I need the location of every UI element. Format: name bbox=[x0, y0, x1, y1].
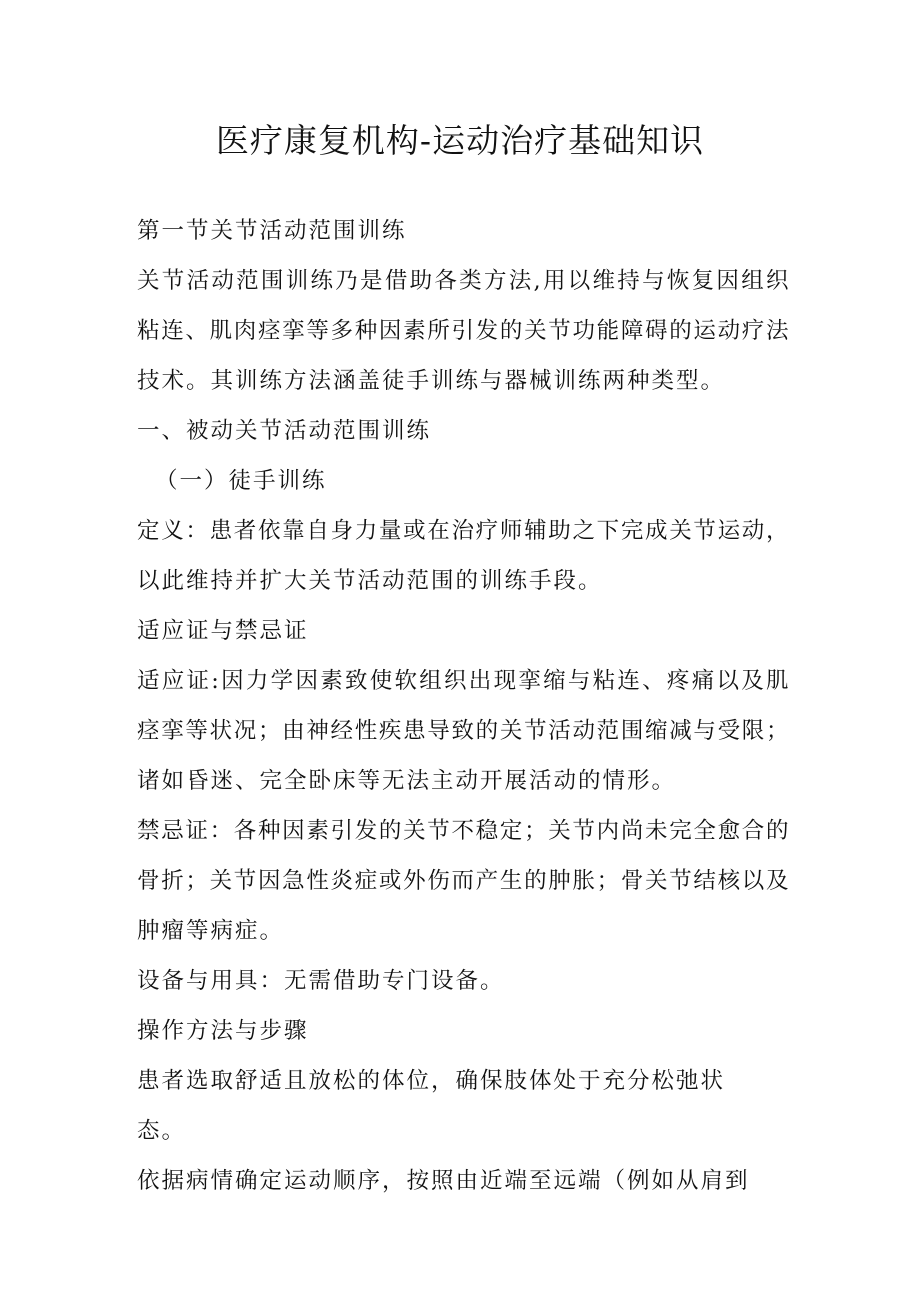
subsection-heading: 一、被动关节活动范围训练 bbox=[137, 418, 432, 444]
paragraph-line: 骨折；关节因急性炎症或外伤而产生的肿胀；骨关节结核以及 bbox=[137, 868, 790, 894]
paragraph-line: 患者选取舒适且放松的体位，确保肢体处于充分松弛状 bbox=[137, 1068, 726, 1094]
paragraph-line: 态。 bbox=[137, 1118, 187, 1144]
paragraph-line: 定义：患者依靠自身力量或在治疗师辅助之下完成关节运动， bbox=[137, 518, 790, 544]
subsection-heading: 操作方法与步骤 bbox=[137, 1018, 309, 1044]
paragraph-line: 关节活动范围训练乃是借助各类方法,用以维持与恢复因组织 bbox=[137, 268, 790, 294]
paragraph-line: 痉挛等状况；由神经性疾患导致的关节活动范围缩减与受限； bbox=[137, 718, 790, 744]
paragraph-line: 粘连、肌肉痉挛等多种因素所引发的关节功能障碍的运动疗法 bbox=[137, 318, 790, 344]
paragraph-line: 禁忌证：各种因素引发的关节不稳定；关节内尚未完全愈合的 bbox=[137, 818, 790, 844]
paragraph-line: 适应证:因力学因素致使软组织出现挛缩与粘连、疼痛以及肌 bbox=[137, 668, 790, 694]
document-title: 医疗康复机构-运动治疗基础知识 bbox=[215, 121, 705, 160]
subsection-heading: （一）徒手训练 bbox=[155, 468, 327, 494]
paragraph-line: 设备与用具：无需借助专门设备。 bbox=[137, 968, 505, 994]
subsection-heading: 适应证与禁忌证 bbox=[137, 618, 309, 644]
paragraph-line: 以此维持并扩大关节活动范围的训练手段。 bbox=[137, 568, 603, 594]
paragraph-line: 肿瘤等病症。 bbox=[137, 918, 285, 944]
paragraph-line: 诸如昏迷、完全卧床等无法主动开展活动的情形。 bbox=[137, 768, 677, 794]
paragraph-line: 技术。其训练方法涵盖徒手训练与器械训练两种类型。 bbox=[137, 368, 726, 394]
document-body bbox=[137, 206, 797, 1206]
paragraph-line: 依据病情确定运动顺序，按照由近端至远端（例如从肩到 bbox=[137, 1168, 750, 1194]
section-heading: 第一节关节活动范围训练 bbox=[137, 218, 407, 244]
